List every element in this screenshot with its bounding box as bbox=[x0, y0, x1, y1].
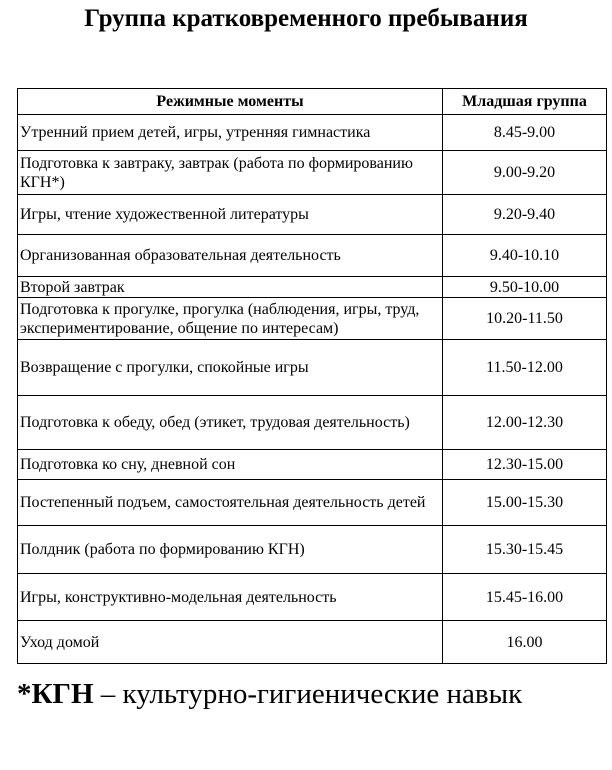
table-row bbox=[18, 195, 607, 235]
time-cell: 15.00-15.30 bbox=[443, 480, 607, 526]
time-cell: 15.30-15.45 bbox=[443, 526, 607, 574]
moment-cell: Возвращение с прогулки, спокойные игры bbox=[18, 340, 443, 396]
time-cell: 10.20-11.50 bbox=[443, 298, 607, 340]
moment-cell: Второй завтрак bbox=[18, 277, 443, 298]
moment-cell: Игры, чтение художественной литературы bbox=[18, 195, 443, 235]
time-cell: 15.45-16.00 bbox=[443, 574, 607, 621]
table-row bbox=[18, 115, 607, 151]
table-row bbox=[18, 396, 607, 450]
table-row bbox=[18, 340, 607, 396]
moment-cell: Постепенный подъем, самостоятельная деятельность детей bbox=[18, 480, 443, 526]
column-header-group: Младшая группа bbox=[443, 89, 607, 115]
table-row bbox=[18, 450, 607, 480]
time-cell: 16.00 bbox=[443, 621, 607, 664]
footnote-abbreviation: *КГН bbox=[17, 678, 94, 710]
table-row bbox=[18, 151, 607, 195]
table-row bbox=[18, 480, 607, 526]
time-cell: 11.50-12.00 bbox=[443, 340, 607, 396]
column-header-moments: Режимные моменты bbox=[18, 89, 443, 115]
moment-cell: Утренний прием детей, игры, утренняя гимнастика bbox=[18, 115, 443, 151]
moment-cell: Подготовка к прогулке, прогулка (наблюдения, игры, труд, экспериментирование, общение по интересам) bbox=[18, 298, 443, 340]
table-row bbox=[18, 235, 607, 277]
time-cell: 12.30-15.00 bbox=[443, 450, 607, 480]
page-title: Группа кратковременного пребывания bbox=[84, 5, 528, 32]
table-row bbox=[18, 574, 607, 621]
time-cell: 9.00-9.20 bbox=[443, 151, 607, 195]
moment-cell: Игры, конструктивно-модельная деятельность bbox=[18, 574, 443, 621]
table-row bbox=[18, 277, 607, 298]
table-row bbox=[18, 298, 607, 340]
time-cell: 8.45-9.00 bbox=[443, 115, 607, 151]
footnote-definition: – культурно-гигиенические навык bbox=[100, 678, 523, 710]
time-cell: 9.20-9.40 bbox=[443, 195, 607, 235]
moment-cell: Подготовка к завтраку, завтрак (работа по формированию КГН*) bbox=[18, 151, 443, 195]
time-cell: 12.00-12.30 bbox=[443, 396, 607, 450]
table-header-row bbox=[18, 89, 607, 115]
time-cell: 9.40-10.10 bbox=[443, 235, 607, 277]
table-row bbox=[18, 526, 607, 574]
moment-cell: Организованная образовательная деятельность bbox=[18, 235, 443, 277]
footnote bbox=[17, 676, 522, 712]
schedule-table bbox=[17, 88, 607, 664]
moment-cell: Уход домой bbox=[18, 621, 443, 664]
moment-cell: Подготовка ко сну, дневной сон bbox=[18, 450, 443, 480]
time-cell: 9.50-10.00 bbox=[443, 277, 607, 298]
moment-cell: Подготовка к обеду, обед (этикет, трудовая деятельность) bbox=[18, 396, 443, 450]
moment-cell: Полдник (работа по формированию КГН) bbox=[18, 526, 443, 574]
table-row bbox=[18, 621, 607, 664]
